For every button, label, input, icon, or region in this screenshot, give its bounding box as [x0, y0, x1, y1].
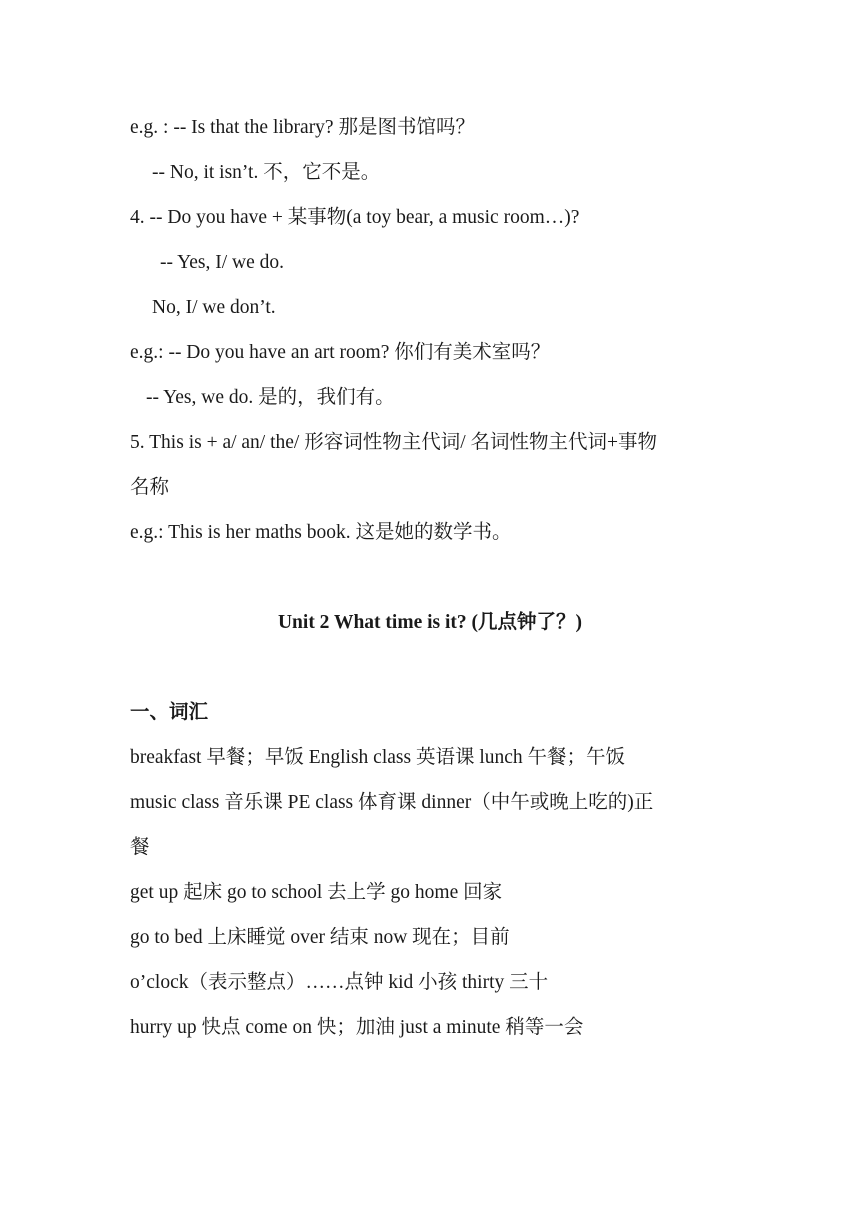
vocab-line: music class 音乐课 PE class 体育课 dinner（中午或晚上吃的)正: [130, 792, 654, 813]
pattern-4-no-answer: No, I/ we don’t.: [152, 297, 276, 318]
example-library-question: e.g. : -- Is that the library? 那是图书馆吗？: [130, 117, 475, 138]
vocab-line: 餐: [130, 837, 150, 858]
vocab-line: breakfast 早餐；早饭 English class 英语课 lunch 午餐；午饭: [130, 747, 626, 768]
pattern-4-yes-answer: -- Yes, I/ we do.: [160, 252, 285, 273]
vocab-line: go to bed 上床睡觉 over 结束 now 现在；目前: [130, 927, 510, 948]
example-maths-book: e.g.: This is her maths book. 这是她的数学书。: [130, 522, 512, 543]
example-library-answer: -- No, it isn’t. 不，它不是。: [152, 162, 381, 183]
pattern-5-this-is: 5. This is + a/ an/ the/ 形容词性物主代词/ 名词性物主代词+事物: [130, 432, 657, 453]
pattern-4-do-you-have: 4. -- Do you have + 某事物(a toy bear, a music room…)?: [130, 207, 580, 228]
vocab-line: o’clock（表示整点）……点钟 kid 小孩 thirty 三十: [130, 972, 549, 993]
vocab-line: hurry up 快点 come on 快；加油 just a minute 稍等一会: [130, 1017, 584, 1038]
vocab-line: get up 起床 go to school 去上学 go home 回家: [130, 882, 503, 903]
vocab-heading: 一、词汇: [130, 702, 209, 723]
unit-title: Unit 2 What time is it? (几点钟了？): [277, 612, 583, 633]
example-art-room-answer: -- Yes, we do. 是的，我们有。: [146, 387, 395, 408]
example-art-room-question: e.g.: -- Do you have an art room? 你们有美术室吗？: [130, 342, 551, 363]
pattern-5-continuation: 名称: [130, 477, 170, 498]
